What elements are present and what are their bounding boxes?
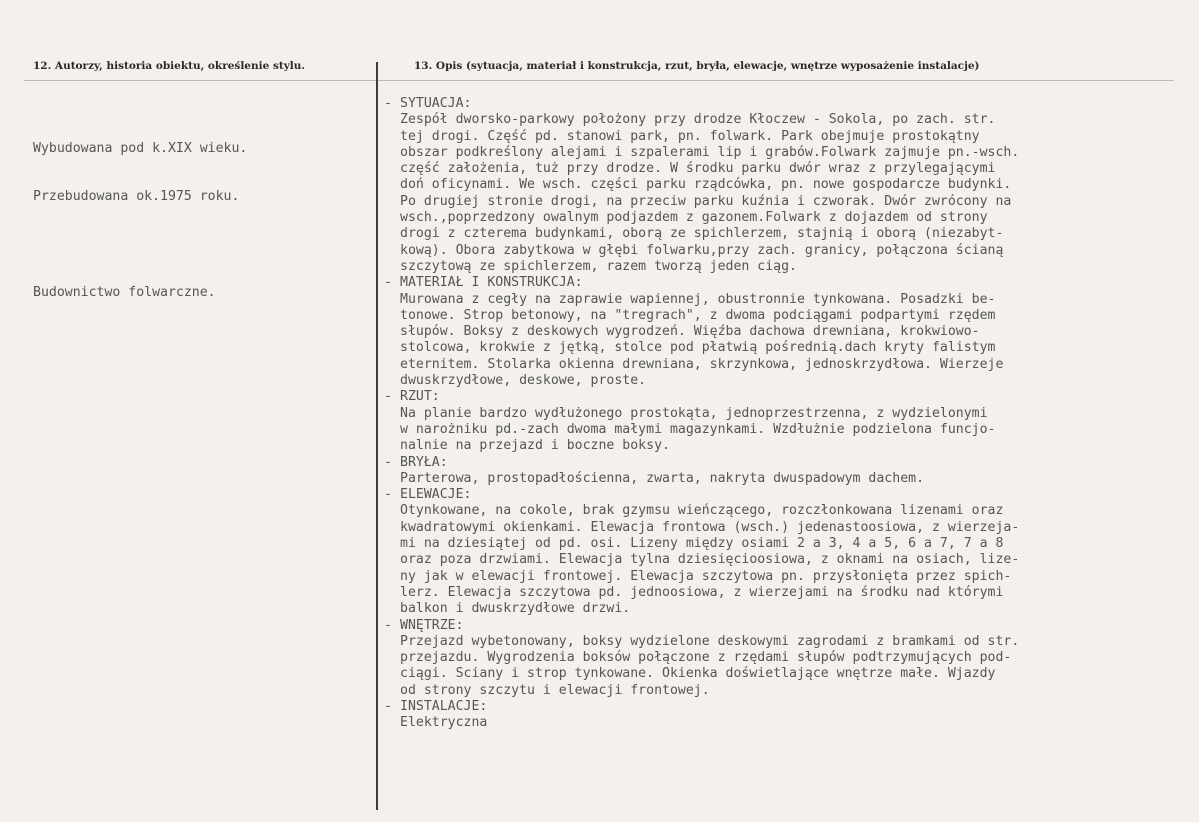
section-text: Otynkowane, na cokole, brak gzymsu wieńczącego, rozczłonkowana lizenami oraz — [400, 503, 1004, 519]
header-divider-line — [24, 80, 1174, 81]
style-line: Budownictwo folwarczne. — [33, 285, 216, 300]
section-text: dwuskrzydłowe, deskowe, proste. — [400, 373, 647, 389]
section-text-line — [384, 438, 1184, 454]
section-text-line — [384, 340, 1184, 356]
section-dash: - — [384, 487, 392, 503]
section-text: Murowana z cegły na zaprawie wapiennej, obustronnie tynkowana. Posadzki be- — [400, 291, 996, 307]
section-dash: - — [384, 96, 392, 111]
section-text-line — [384, 129, 1184, 145]
field-13-header: 13. Opis (sytuacja, materiał i konstrukcja, rzut, bryła, elewacje, wnętrze wyposażenie instalacje) — [414, 60, 980, 72]
section-text: Po drugiej stronie drogi, na przeciw parku kuźnia i czworak. Dwór zwrócony na — [400, 193, 1012, 209]
section-heading: BRYŁA: — [400, 454, 448, 470]
section-text-line — [384, 666, 1184, 682]
section-text: szczytową ze spichlerzem, razem tworzą jeden ciąg. — [400, 258, 797, 274]
section-text: w narożniku pd.-zach dwoma małymi magazynkami. Wzdłużnie podzielona funcjo- — [400, 421, 996, 437]
section-heading: MATERIAŁ I KONSTRUKCJA: — [400, 275, 583, 291]
section-dash: - — [384, 275, 392, 291]
section-text-line — [384, 683, 1184, 699]
section-text-line — [384, 422, 1184, 438]
section-text: tej drogi. Część pd. stanowi park, pn. folwark. Park obejmuje prostokątny — [400, 128, 980, 144]
description-text — [384, 96, 1184, 732]
section-text: część założenia, tuż przy drodze. W środku parku dwór wraz z przylegającymi — [400, 161, 996, 177]
section-text: Przejazd wybetonowany, boksy wydzielone deskowymi zagrodami z bramkami od str. — [400, 633, 1020, 649]
section-text-line — [384, 145, 1184, 161]
section-text-line — [384, 471, 1184, 487]
section-text-line — [384, 292, 1184, 308]
section-dash: - — [384, 389, 392, 405]
section-text-line — [384, 552, 1184, 568]
section-heading-row — [384, 618, 1184, 634]
column-divider-line — [376, 62, 378, 810]
section-heading-row — [384, 487, 1184, 503]
section-text-line — [384, 243, 1184, 259]
section-text: wsch.,poprzedzony owalnym podjazdem z gazonem.Folwark z dojazdem od strony — [400, 210, 988, 226]
section-text: Na planie bardzo wydłużonego prostokąta, jednoprzestrzenna, z wydzielonymi — [400, 405, 988, 421]
section-text: przejazdu. Wygrodzenia boksów połączone z rzędami słupów podtrzymujących pod- — [400, 650, 1012, 666]
history-and-style-text — [33, 110, 247, 317]
section-text: ny jak w elewacji frontowej. Elewacja szczytowa pn. przysłonięta przez spich- — [400, 568, 1012, 584]
section-text: doń oficynami. We wsch. części parku rządcówka, pn. nowe gospodarcze budynki. — [400, 177, 1012, 193]
section-text: nalnie na przejazd i boczne boksy. — [400, 438, 670, 454]
section-dash: - — [384, 617, 392, 633]
section-text: oraz poza drzwiami. Elewacja tylna dziesięcioosiowa, z oknami na osiach, lize- — [400, 552, 1020, 568]
section-text: Elektryczna — [400, 715, 488, 731]
section-text: słupów. Boksy z deskowych wygrodzeń. Więźba dachowa drewniana, krokwiowo- — [400, 324, 980, 340]
section-text: balkon i dwuskrzydłowe drzwi. — [400, 601, 631, 617]
section-text-line — [384, 585, 1184, 601]
section-heading-row — [384, 96, 1184, 112]
spacer — [33, 236, 247, 254]
section-text: stolcowa, krokwie z jętką, stolce pod płatwią pośrednią.dach kryty falistym — [400, 340, 996, 356]
section-text: lerz. Elewacja szczytowa pd. jednoosiowa, z wierzejami na środku nad którymi — [400, 584, 1004, 600]
section-text-line — [384, 406, 1184, 422]
section-text-line — [384, 601, 1184, 617]
section-text-line — [384, 226, 1184, 242]
section-text: eternitem. Stolarka okienna drewniana, skrzynkowa, jednoskrzydłowa. Wierzeje — [400, 356, 1004, 372]
section-text: tonowe. Strop betonowy, na "tregrach", z dwoma podciągami podpartymi rzędem — [400, 307, 996, 323]
section-heading: RZUT: — [400, 389, 440, 405]
section-heading-row — [384, 699, 1184, 715]
section-heading: INSTALACJE: — [400, 698, 488, 714]
section-text-line — [384, 520, 1184, 536]
section-text-line — [384, 715, 1184, 731]
section-text-line — [384, 569, 1184, 585]
section-text: kwadratowymi okienkami. Elewacja frontowa (wsch.) jedenastoosiowa, z wierzeja- — [400, 519, 1020, 535]
section-heading: WNĘTRZE: — [400, 617, 464, 633]
section-text-line — [384, 210, 1184, 226]
section-text: mi na dziesiątej od pd. osi. Lizeny między osiami 2 a 3, 4 a 5, 6 a 7, 7 a 8 — [400, 536, 1004, 552]
section-text-line — [384, 503, 1184, 519]
section-text-line — [384, 177, 1184, 193]
section-text: obszar podkreślony alejami i szpalerami lip i grabów.Folwark zajmuje pn.-wsch. — [400, 144, 1020, 160]
section-heading-row — [384, 455, 1184, 471]
section-heading: SYTUACJA: — [400, 96, 472, 111]
section-text: drogi z czterema budynkami, oborą ze spichlerzem, stajnią i oborą (niezabyt- — [400, 226, 1004, 242]
section-text-line — [384, 634, 1184, 650]
section-text-line — [384, 650, 1184, 666]
field-12-header: 12. Autorzy, historia obiektu, określenie stylu. — [33, 60, 306, 72]
section-heading: ELEWACJE: — [400, 487, 472, 503]
section-text-line — [384, 357, 1184, 373]
section-text-line — [384, 324, 1184, 340]
section-text: od strony szczytu i elewacji frontowej. — [400, 682, 710, 698]
section-heading-row — [384, 275, 1184, 291]
section-text-line — [384, 373, 1184, 389]
section-text-line — [384, 259, 1184, 275]
section-text-line — [384, 194, 1184, 210]
section-text-line — [384, 161, 1184, 177]
section-text-line — [384, 536, 1184, 552]
section-heading-row — [384, 389, 1184, 405]
section-dash: - — [384, 454, 392, 470]
section-text: ciągi. Sciany i strop tynkowane. Okienka doświetlające wnętrze małe. Wjazdy — [400, 666, 996, 682]
section-dash: - — [384, 698, 392, 714]
history-line: Przebudowana ok.1975 roku. — [33, 189, 240, 204]
section-text: kową). Obora zabytkowa w głębi folwarku,przy zach. granicy, połączona ścianą — [400, 242, 1004, 258]
section-text: Parterowa, prostopadłościenna, zwarta, nakryta dwuspadowym dachem. — [400, 470, 925, 486]
history-line: Wybudowana pod k.XIX wieku. — [33, 141, 248, 156]
section-text: Zespół dworsko-parkowy położony przy drodze Kłoczew - Sokola, po zach. str. — [400, 112, 996, 128]
section-text-line — [384, 308, 1184, 324]
section-text-line — [384, 112, 1184, 128]
